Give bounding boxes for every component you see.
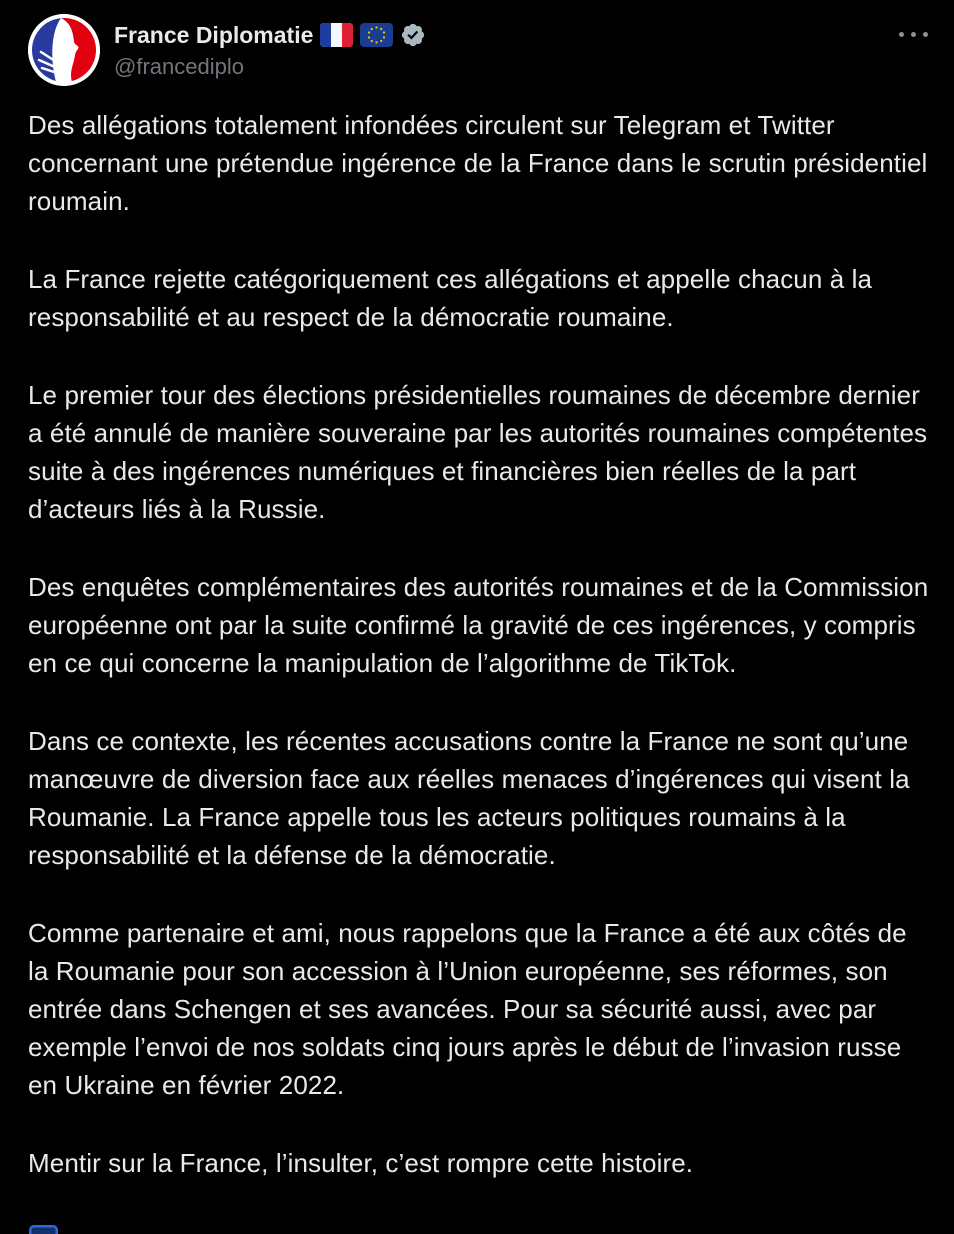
tweet-paragraph: Le premier tour des élections présidentielles roumaines de décembre dernier a été annulé de manière souveraine par les autorités roumaines compétentes suite à des ingérences numériques et financières bien réelles de la part d’acteurs liés à la Russie. [28,380,928,524]
tweet-paragraph: Comme partenaire et ami, nous rappelons que la France a été aux côtés de la Roumanie pour son accession à l’Union européenne, ses réformes, son entrée dans Schengen et ses avancées. Pour sa sécurité aussi, avec par exemple l’envoi de nos soldats cinq jours après le début de l’invasion russe en Ukraine en février 2022. [28,918,907,1100]
tweet-paragraph: La France rejette catégoriquement ces allégations et appelle chacun à la responsabilité et au respect de la démocratie roumaine. [28,264,873,332]
tweet-paragraph: Des allégations totalement infondées circulent sur Telegram et Twitter concernant une prétendue ingérence de la France dans le scrutin présidentiel roumain. [28,110,928,216]
more-icon[interactable] [893,26,934,43]
more-dot [911,32,916,37]
more-dot [899,32,904,37]
tweet-header [28,14,894,86]
tweet-paragraph: Mentir sur la France, l’insulter, c’est rompre cette histoire. [28,1148,694,1178]
user-info [114,14,426,80]
display-name[interactable]: France Diplomatie [114,21,314,48]
verified-badge-icon [400,22,426,48]
tweet-text [28,106,930,1182]
french-flag-emoji [320,23,353,47]
france-diplomatie-logo-icon [28,14,100,86]
partial-flag-emoji [29,1225,58,1234]
more-dot [923,32,928,37]
eu-flag-emoji [360,23,393,47]
tweet-paragraph: Des enquêtes complémentaires des autorités roumaines et de la Commission européenne ont par la suite confirmé la gravité de ces ingérences, y compris en ce qui concerne la manipulation de l’algorithme de TikTok. [28,572,929,678]
avatar[interactable] [28,14,100,86]
tweet-paragraph: Dans ce contexte, les récentes accusations contre la France ne sont qu’une manœuvre de diversion face aux réelles menaces d’ingérences qui visent la Roumanie. La France appelle tous les acteurs politiques roumains à la responsabilité et la défense de la démocratie. [28,726,910,870]
user-handle[interactable]: @francediplo [114,54,244,79]
name-row [114,20,426,50]
